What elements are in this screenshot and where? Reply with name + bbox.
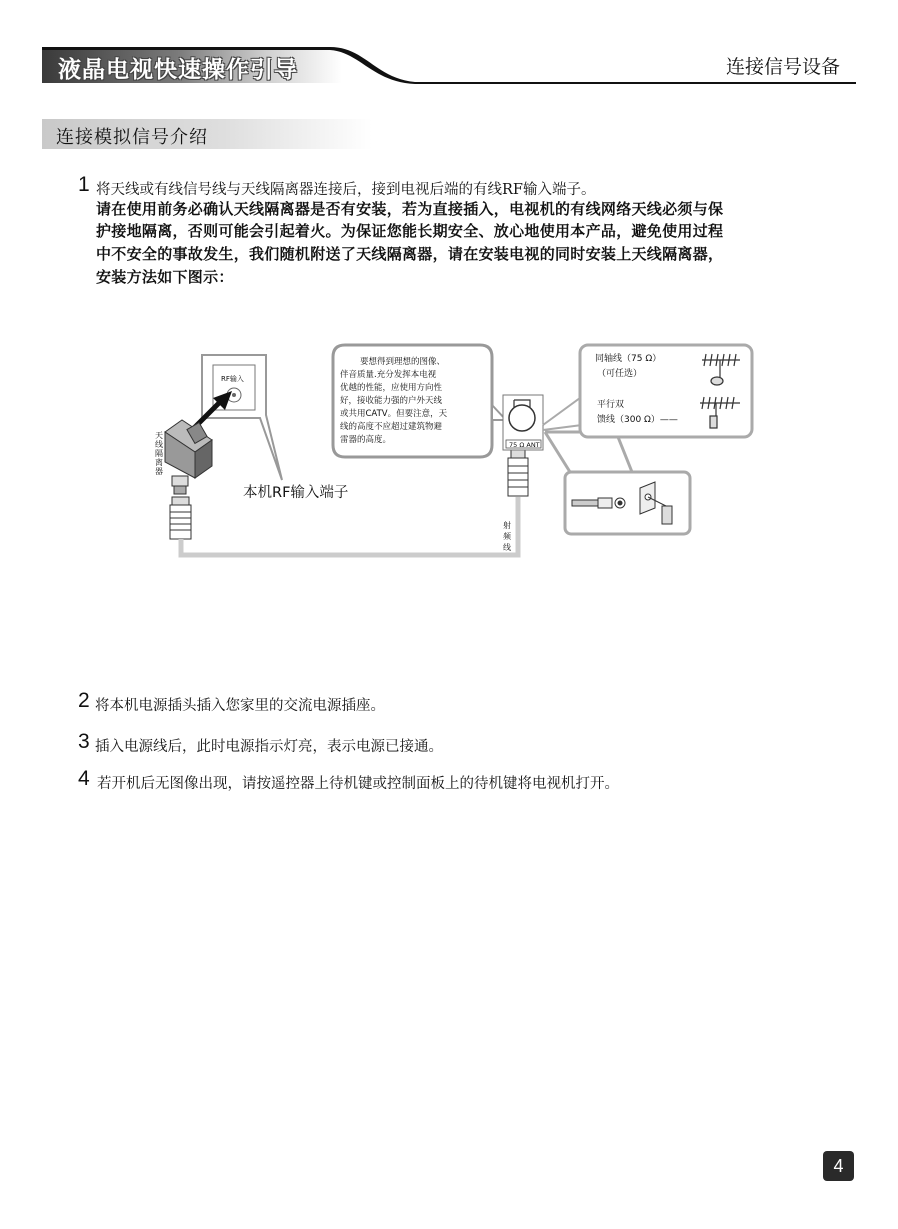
note-line-4: 安装方法如下图示： [96,268,234,286]
isolator-label-1: 天 [155,431,163,440]
isolator-label-2: 线 [155,440,163,449]
header-section-label: 连接信号设备 [726,56,841,78]
tip-line-3: 优越的性能，应使用方向性 [340,383,443,393]
section-title: 连接模拟信号介绍 [56,127,208,148]
ant-connector-icon [509,405,535,431]
rf-socket-pin [232,393,236,397]
tip-line-4: 好，接收能力强的户外天线 [340,396,443,406]
isolator-label-3: 隔 [155,449,163,458]
isolator-label-5: 器 [155,467,163,476]
step-1-text: 将天线或有线信号线与天线隔离器连接后，接到电视后端的有线RF输入端子。 [96,182,596,198]
header-title: 液晶电视快速操作引导 [58,57,298,83]
note-line-2: 护接地隔离，否则可能会引起着火。为保证您能长期安全、放心地使用本产品，避免使用过程 [96,222,724,240]
step-3-text: 插入电源线后，此时电源指示灯亮，表示电源已接通。 [95,739,443,755]
note-line-3: 中不安全的事故发生，我们随机附送了天线隔离器，请在安装电视的同时安装上天线隔离器， [96,245,724,263]
step-3-number: 3 [78,730,90,753]
tip-line-5: 或共用CATV。但要注意，天 [340,409,448,419]
page-number: 4 [823,1151,854,1181]
isolator-label-4: 离 [155,458,163,467]
twin-label-1: 平行双 [597,400,625,410]
tip-line-6: 线的高度不应超过建筑物避 [340,422,443,432]
callout-line-mid [543,425,582,430]
tip-line-7: 雷器的高度。 [340,435,392,445]
tip-line-2: 伴音质量.充分发挥本电视 [340,370,437,380]
rf-terminal-caption: 本机RF输入端子 [243,485,349,501]
rf-port-label: RF输入 [221,375,244,383]
cable-label-3: 线 [503,543,511,552]
rf-cable [181,497,518,555]
step-1-number: 1 [78,173,90,196]
step-4-number: 4 [78,767,90,790]
callout-line-top [543,398,580,425]
step-2-text: 将本机电源插头插入您家里的交流电源插座。 [95,698,385,714]
coax-label: 同轴线（75 Ω） [595,354,662,364]
ant-label: 75 Ω ANT [509,441,540,449]
adapter-plug-icon [572,498,625,508]
cable-label-1: 射 [503,521,511,530]
step-2-number: 2 [78,689,90,712]
left-cable-plug-icon [170,497,191,539]
note-line-1: 请在使用前务必确认天线隔离器是否有安装，若为直接插入，电视机的有线网络天线必须与保 [96,200,724,218]
antenna-isolator-icon [165,420,212,494]
cable-label-2: 频 [503,532,511,541]
coax-optional: （可任选） [597,369,643,379]
connection-diagram [0,0,898,600]
tip-line-1: 要想得到理想的图像、 [360,357,446,367]
right-cable-plug-icon [508,448,528,496]
twin-label-2: 馈线（300 Ω）—— [597,415,678,425]
step-4-text: 若开机后无图像出现，请按遥控器上待机键或控制面板上的待机键将电视机打开。 [97,776,619,792]
